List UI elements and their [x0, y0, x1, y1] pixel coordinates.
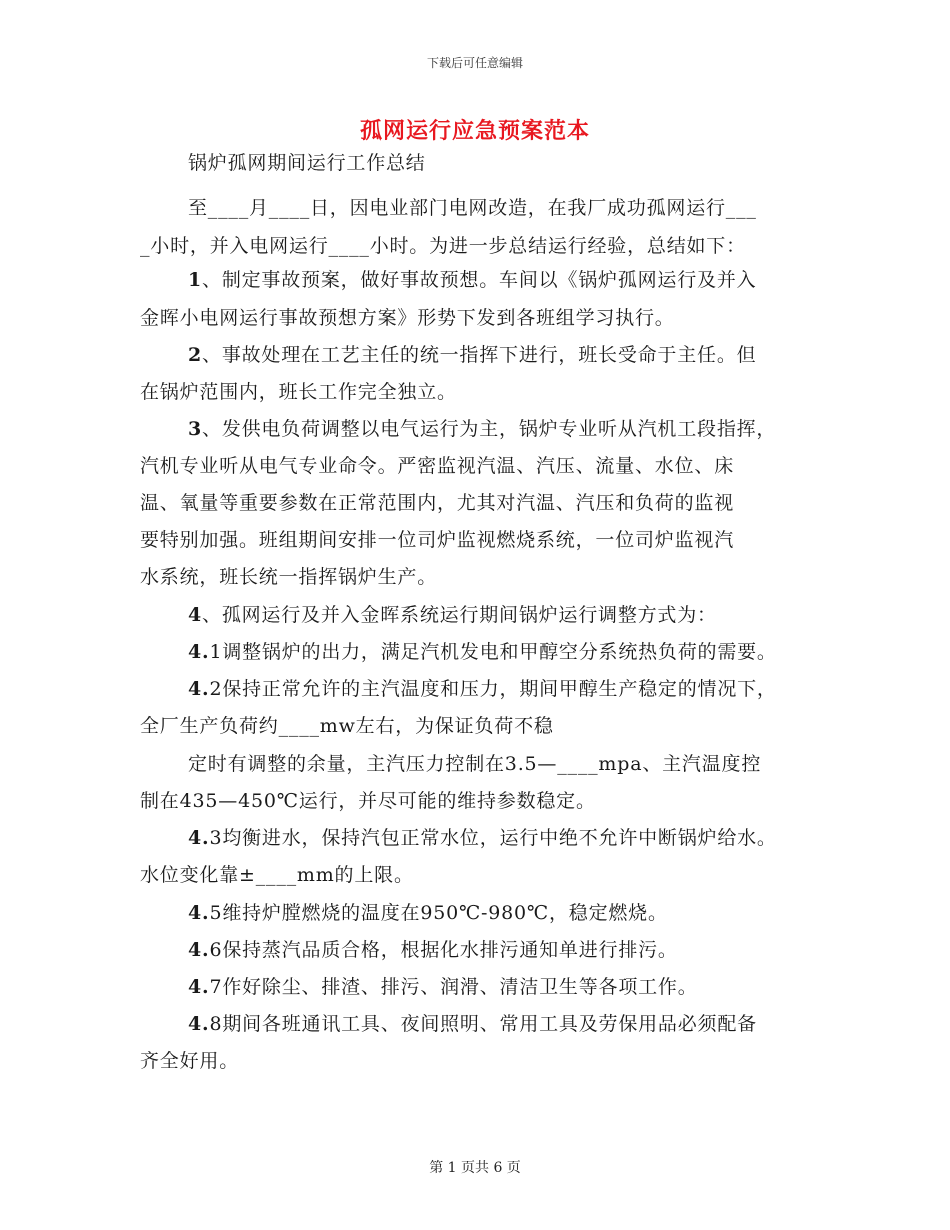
paragraph-line: 4.1调整锅炉的出力，满足汽机发电和甲醇空分系统热负荷的需要。 — [188, 641, 777, 663]
page-header: 下载后可任意编辑 — [426, 56, 523, 70]
paragraph-line: 至____月____日，因电业部门电网改造，在我厂成功孤网运行___ — [188, 197, 757, 219]
paragraph-line: 汽机专业听从电气专业命令。严密监视汽温、汽压、流量、水位、床 — [140, 455, 735, 477]
paragraph-line: 1、制定事故预案，做好事故预想。车间以《锅炉孤网运行及并入 — [188, 269, 757, 291]
paragraph-line: 4.8期间各班通讯工具、夜间照明、常用工具及劳保用品必须配备 — [188, 1013, 757, 1035]
paragraph-line: 4.2保持正常允许的主汽温度和压力，期间甲醇生产稳定的情况下， — [188, 678, 777, 700]
paragraph-line: 金晖小电网运行事故预想方案》形势下发到各班组学习执行。 — [140, 307, 675, 329]
paragraph-line: 齐全好用。 — [140, 1050, 240, 1072]
paragraph-line: 温、氧量等重要参数在正常范围内，尤其对汽温、汽压和负荷的监视 — [140, 492, 735, 514]
document-title: 孤网运行应急预案范本 — [359, 118, 590, 144]
paragraph-line: 3、发供电负荷调整以电气运行为主，锅炉专业听从汽机工段指挥， — [188, 418, 777, 440]
paragraph-line: _小时，并入电网运行____小时。为进一步总结运行经验，总结如下： — [140, 235, 746, 257]
paragraph-line: 锅炉孤网期间运行工作总结 — [188, 152, 426, 174]
paragraph-line: 要特别加强。班组期间安排一位司炉监视燃烧系统，一位司炉监视汽 — [140, 529, 735, 551]
paragraph-line: 全厂生产负荷约____mw左右，为保证负荷不稳 — [140, 715, 554, 737]
paragraph-line: 4.3均衡进水，保持汽包正常水位，运行中绝不允许中断锅炉给水。 — [188, 827, 777, 849]
paragraph-line: 4.7作好除尘、排渣、排污、润滑、清洁卫生等各项工作。 — [188, 976, 698, 998]
page-footer: 第 1 页共 6 页 — [429, 1160, 521, 1176]
paragraph-line: 制在435—450℃运行，并尽可能的维持参数稳定。 — [140, 790, 596, 812]
paragraph-line: 在锅炉范围内，班长工作完全独立。 — [140, 381, 457, 403]
paragraph-line: 定时有调整的余量，主汽压力控制在3.5—____mpa、主汽温度控 — [188, 753, 762, 775]
paragraph-line: 4.5维持炉膛燃烧的温度在950℃-980℃，稳定燃烧。 — [188, 902, 668, 924]
paragraph-line: 4、孤网运行及并入金晖系统运行期间锅炉运行调整方式为： — [188, 604, 717, 626]
paragraph-line: 水位变化靠±____mm的上限。 — [140, 864, 414, 886]
paragraph-line: 水系统，班长统一指挥锅炉生产。 — [140, 566, 438, 588]
paragraph-line: 2、事故处理在工艺主任的统一指挥下进行，班长受命于主任。但 — [188, 344, 757, 366]
paragraph-line: 4.6保持蒸汽品质合格，根据化水排污通知单进行排污。 — [188, 939, 678, 961]
